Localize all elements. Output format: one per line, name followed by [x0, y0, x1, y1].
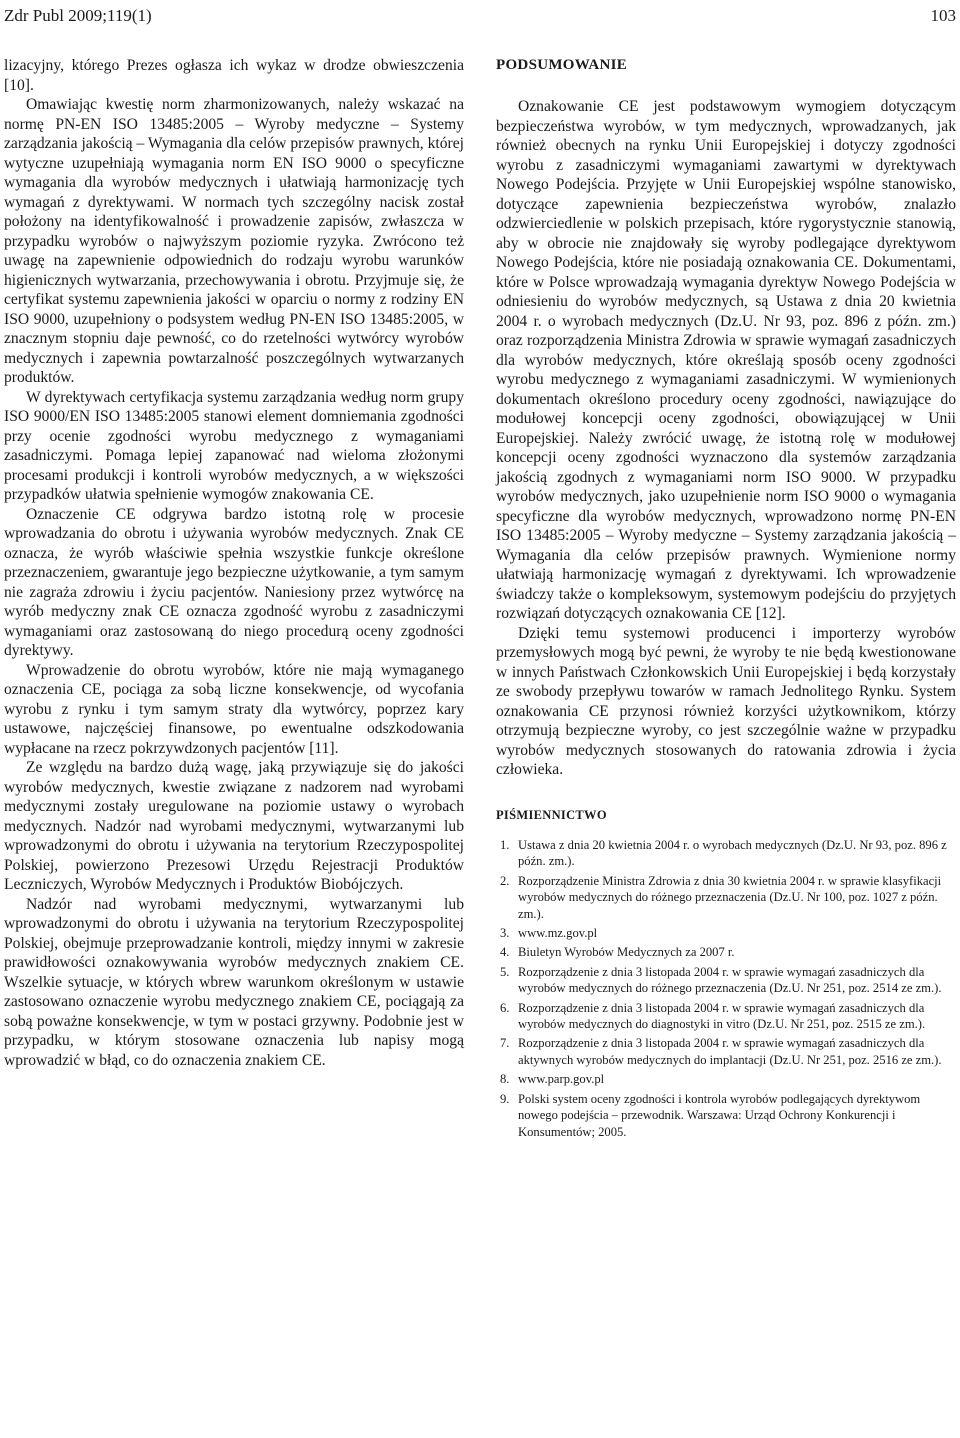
- reference-item: 3. www.mz.gov.pl: [500, 926, 598, 941]
- reference-item: 7. Rozporządzenie z dnia 3 listopada 2004 r. w sprawie wymagań zasadniczych dla aktywnych wyrobów medycznych do implantacji (Dz.U. Nr 251, poz. 2516 ze zm.).: [500, 1036, 942, 1067]
- page-number: 103: [930, 6, 956, 25]
- reference-item: 1. Ustawa z dnia 20 kwietnia 2004 r. o wyrobach medycznych (Dz.U. Nr 93, poz. 896 z późn. zm.).: [500, 838, 947, 869]
- reference-item: 9. Polski system oceny zgodności i kontrola wyrobów podlegających dyrektywom nowego podejścia – przewodnik. Warszawa: Urząd Ochrony Konkurencji i Konsumentów; 2005.: [500, 1091, 921, 1139]
- references-list: [496, 837, 956, 1140]
- paragraph: lizacyjny, którego Prezes ogłasza ich wykaz w drodze obwieszczenia [10].: [4, 57, 464, 94]
- paragraph: Dzięki temu systemowi producenci i importerzy wyrobów przemysłowych mogą być pewni, że wyroby te nie będą kwestionowane w innych Państwach Członkowskich Unii Europejskiej i będą korzystały ze swobody przepływu towarów w ramach Jednolitego Rynku. System oznakowania CE przynosi również korzyści użytkownikom, którzy otrzymują bezpieczne wyroby, co jest szczególnie ważne w przypadku wyrobów medycznych stosowanych do ratowania zdrowia i życia człowieka.: [496, 624, 956, 778]
- section-title: PODSUMOWANIE: [496, 57, 628, 73]
- reference-item: 6. Rozporządzenie z dnia 3 listopada 2004 r. w sprawie wymagań zasadniczych dla wyrobów medycznych do diagnostyki in vitro (Dz.U. Nr 251, poz. 2515 ze zm.).: [500, 1000, 926, 1032]
- right-column: [496, 56, 956, 1143]
- references-title: PIŚMIENNICTWO: [496, 807, 607, 822]
- paragraph: W dyrektywach certyfikacja systemu zarządzania według norm grupy ISO 9000/EN ISO 13485:2005 stanowi element domniemania zgodności przy ocenie zgodności wyrobu medycznego z wymaganiami zasadniczymi. Pomaga lepiej zapanować nad wieloma złożonymi procesami produkcji i kontroli wyrobów medycznych, a w większości przypadków ułatwia spełnienie wymogów znakowania CE.: [4, 388, 464, 503]
- paragraph: Ze względu na bardzo dużą wagę, jaką przywiązuje się do jakości wyrobów medycznych, kwestie związane z nadzorem nad wyrobami medycznymi zostały uregulowane na poziomie ustawy o wyrobach medycznych. Nadzór nad wyrobami medycznymi, wytwarzanymi lub wprowadzonymi do obrotu i używania na terytorium Rzeczypospolitej Polskiej, powierzono Prezesowi Urzędu Rejestracji Produktów Leczniczych, Wyrobów Medycznych i Produktów Biobójczych.: [4, 759, 464, 893]
- reference-item: 8. www.parp.gov.pl: [500, 1072, 605, 1087]
- reference-item: 4. Biuletyn Wyrobów Medycznych za 2007 r.: [500, 945, 735, 960]
- paragraph: Wprowadzenie do obrotu wyrobów, które nie mają wymaganego oznaczenia CE, pociąga za sobą liczne konsekwencje, od wycofania wyrobu z rynku i tym samym straty dla wytwórcy, poprzez kary ustawowe, najczęściej finansowe, po ewentualne odszkodowania wypłacane na rzecz pokrzywdzonych pacjentów [11].: [4, 661, 464, 757]
- page-header: [4, 6, 956, 28]
- paragraph: Omawiając kwestię norm zharmonizowanych, należy wskazać na normę PN-EN ISO 13485:2005 – Wyroby medyczne – Systemy zarządzania jakością – Wymagania dla celów przepisów prawnych, której wytyczne uzupełniają wymagania norm EN ISO 9000 o specyficzne wymagania dla wyrobów medycznych i ułatwiają harmonizację tych wymagań z dyrektywami. W normach tych szczególny nacisk został położony na identyfikowalność i prowadzenie zapisów, zwłaszcza w przypadku wyrobów o najwyższym poziomie ryzyka. Zwrócono też uwagę na zapewnienie odpowiednich do rodzaju wyrobu warunków higienicznych wytwarzania, przechowywania i obrotu. Przyjmuje się, że certyfikat systemu zapewnienia jakości w oparciu o normy z rodziny EN ISO 9000, uzupełniony o podsystem według PN-EN ISO 13485:2005, w znacznym stopniu daje pewność, co do rzetelności wytwórcy wyrobów medycznych i zapewnia powtarzalność poszczególnych wytwarzanych produktów.: [4, 96, 464, 386]
- paragraph: Nadzór nad wyrobami medycznymi, wytwarzanymi lub wprowadzonymi do obrotu i używania na terytorium Rzeczypospolitej Polskiej, obejmuje przeprowadzanie kontroli, między innymi w zakresie prawidłowości oznakowywania wyrobów medycznych znakiem CE. Wszelkie sytuacje, w których wbrew warunkom określonym w ustawie zastosowano oznaczenie wyrobu medycznego znakiem CE, pociągają za sobą poważne konsekwencje, w tym w postaci grzywny. Podobnie jest w przypadku, w którym stosowane oznaczenia lub napisy mogą wprowadzić w błąd, co do oznaczenia znakiem CE.: [4, 895, 464, 1069]
- journal-citation: Zdr Publ 2009;119(1): [4, 6, 152, 25]
- reference-item: 2. Rozporządzenie Ministra Zdrowia z dnia 30 kwietnia 2004 r. w sprawie klasyfikacji wyrobów medycznych do różnego przeznaczenia (Dz.U. Nr 100, poz. 1027 z późn. zm.).: [500, 873, 942, 921]
- paragraph: Oznakowanie CE jest podstawowym wymogiem dotyczącym bezpieczeństwa wyrobów, w tym medycznych, wprowadzanych, jak również obecnych na rynku Unii Europejskiej i dotyczy zgodności wyrobu z zasadniczymi wymaganiami zawartymi w dyrektywach Nowego Podejścia. Przyjęte w Unii Europejskiej wspólne stanowisko, dotyczące zapewnienia bezpieczeństwa wyrobów, znalazło odzwierciedlenie w polskich przepisach, które rygorystycznie stanowią, aby w obrocie nie znajdowały się wyroby podlegające dyrektywom Nowego Podejścia, które nie posiadają oznakowania CE. Dokumentami, które w Polsce wprowadzają wymagania dyrektyw Nowego Podejścia w odniesieniu do wyrobów medycznych, są Ustawa z dnia 20 kwietnia 2004 r. o wyrobach medycznych (Dz.U. Nr 93, poz. 896 z późn. zm.) oraz rozporządzenia Ministra Zdrowia w sprawie wymagań zasadniczych dla wyrobów medycznych, które określają sposób oceny zgodności wyrobu medycznego z wymaganiami zasadniczymi. W wymienionych dokumentach określono procedury oceny zgodności, nawiązujące do modułowej koncepcji oceny zgodności, obowiązującej w Unii Europejskiej. Należy zwrócić uwagę, że istotną rolę w modułowej koncepcji oceny zgodności wyznaczono dla systemów zarządzania jakością zgodnych z wymaganiami norm ISO 9000. W przypadku wyrobów medycznych, jako uzupełnienie norm ISO 9000 o wymagania specyficzne dla wyrobów medycznych, wprowadzono normę PN-EN ISO 13485:2005 – Wyroby medyczne – Systemy zarządzania jakością – Wymagania dla celów przepisów prawnych. Wymienione normy ułatwiają harmonizację wymagań z dyrektywami. Ich wprowadzenie świadczy także o kompleksowym, systemowym podejściu do przyjętych rozwiązań dotyczących oznakowania CE [12].: [496, 98, 956, 622]
- reference-item: 5. Rozporządzenie z dnia 3 listopada 2004 r. w sprawie wymagań zasadniczych dla wyrobów medycznych do różnego przeznaczenia (Dz.U. Nr 251, poz. 2514 ze zm.).: [500, 964, 942, 996]
- paragraph: Oznaczenie CE odgrywa bardzo istotną rolę w procesie wprowadzania do obrotu i używania wyrobów medycznych. Znak CE oznacza, że wyrób właściwie spełnia wszystkie funkcje określone przeznaczeniem, gwarantuje jego bezpieczne użytkowanie, a tym samym nie zagraża zdrowiu i życiu pacjentów. Naniesiony przez wytwórcę na wyrób medyczny znak CE oznacza zgodność wyrobu z zasadniczymi wymaganiami oraz zastosowaną do niego procedurą oceny zgodności dyrektywy.: [4, 505, 464, 659]
- left-column: [4, 56, 464, 1070]
